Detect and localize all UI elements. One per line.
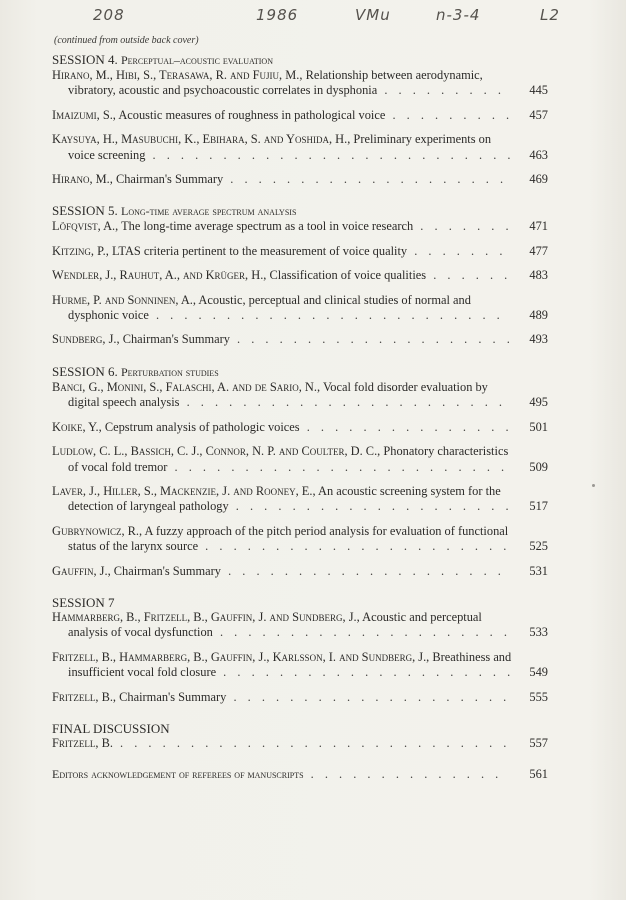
entry-authors: Löfqvist, A., — [52, 219, 119, 234]
handwritten-note-1: 208 — [93, 6, 125, 24]
section-gap — [52, 705, 548, 721]
entry-page-number: 471 — [529, 219, 548, 234]
entry-title: An acoustic screening system for the detection of laryngeal pathology — [68, 483, 501, 514]
entry-authors: Gubrynowicz, R., — [52, 523, 143, 538]
entry-page-number: 549 — [529, 665, 548, 680]
section-heading — [52, 721, 548, 736]
entry-text — [52, 244, 516, 259]
entry-gap — [52, 163, 548, 172]
handwritten-note-5: L2 — [540, 6, 560, 24]
toc-entry — [52, 108, 548, 123]
entry-text — [52, 219, 516, 234]
leader-dots: . . . . . . . . . . . . . . . — [299, 419, 513, 434]
section-heading — [52, 364, 548, 380]
entry-page-number: 531 — [529, 563, 548, 578]
entry-authors: Hurme, P. and Sonninen, A., — [52, 292, 196, 307]
entry-title: Vocal fold disorder evaluation by digital speech analysis — [68, 379, 488, 410]
leader-dots: . . . . . . . . . — [377, 83, 505, 98]
entry-gap — [52, 99, 548, 108]
entry-text — [52, 132, 516, 163]
entry-authors: Imaizumi, S., — [52, 107, 116, 122]
leader-dots: . . . . . . . . . . . . . . . . . . . . . . . . — [167, 459, 509, 474]
entry-gap — [52, 681, 548, 690]
leader-dots: . . . . . . . . . . . . . . . . . . . . — [223, 172, 508, 187]
entry-text — [52, 108, 516, 123]
entry-text — [52, 610, 516, 641]
section-title: SESSION 4. — [52, 52, 118, 67]
entry-title: The long-time average spectrum as a tool in voice research — [121, 219, 414, 234]
section-title: SESSION 7 — [52, 594, 115, 610]
entry-text — [52, 524, 516, 555]
section-heading — [52, 595, 548, 610]
entry-page-number: 477 — [529, 243, 548, 258]
entry-gap — [52, 475, 548, 484]
entry-title: Acoustic, perceptual and clinical studies of normal and dysphonic voice — [68, 292, 471, 323]
entry-authors: Gauffin, J., — [52, 563, 111, 578]
entry-title: Cepstrum analysis of pathologic voices — [104, 419, 300, 434]
entry-authors: Wendler, J., Rauhut, A., and Krüger, H., — [52, 268, 267, 283]
entry-title: Phonatory characteristics of vocal fold tremor — [68, 444, 509, 474]
toc-entry — [52, 420, 548, 435]
entry-page-number: 561 — [529, 767, 548, 782]
entry-title: Relationship between aerodynamic, vibratory, acoustic and psychoacoustic correlates in dysphonia — [68, 68, 483, 98]
entry-text — [52, 444, 516, 475]
entry-gap — [52, 411, 548, 420]
continued-note: (continued from outside back cover) — [54, 35, 199, 46]
leader-dots: . . . . . . . . . . . . . . — [303, 767, 503, 782]
entry-authors: Fritzell, B., Hammarberg, B., Gauffin, J., Karlsson, I. and Sundberg, J., — [52, 649, 430, 664]
table-of-contents — [52, 52, 548, 783]
leader-dots: . . . . . . . . . . . . . . . . . . . . — [228, 499, 513, 514]
entry-title: Chairman's Summary — [122, 332, 230, 347]
entry-gap — [52, 235, 548, 244]
leader-dots: . . . . . . . . . . . . . . . . . . . . — [220, 563, 505, 578]
entry-gap — [52, 515, 548, 524]
entry-text — [52, 420, 516, 435]
entry-page-number: 525 — [529, 539, 548, 554]
section-gap — [52, 187, 548, 203]
entry-title: LTAS criteria pertinent to the measurement of voice quality — [111, 243, 408, 258]
entry-text — [52, 564, 516, 579]
handwritten-note-3: VMu — [355, 6, 391, 24]
toc-entry — [52, 132, 548, 163]
entry-title: Preliminary experiments on voice screening — [68, 132, 492, 162]
entry-title: Chairman's Summary — [113, 563, 221, 578]
leader-dots: . . . . . . . — [407, 243, 507, 258]
entry-gap — [52, 641, 548, 650]
toc-entry — [52, 268, 548, 283]
entry-authors: Fritzell, B., — [52, 689, 117, 704]
entry-page-number: 557 — [529, 735, 548, 750]
acknowledgement-text: Editors acknowledgement of referees of manuscripts — [52, 767, 304, 782]
entry-page-number: 463 — [529, 147, 548, 162]
toc-entry — [52, 332, 548, 347]
entry-page-number: 483 — [529, 268, 548, 283]
section-title: SESSION 6. — [52, 363, 118, 379]
entry-text — [52, 736, 516, 751]
entry-title: Breathiness and insufficient vocal fold closure — [68, 649, 512, 680]
section-subtitle: Perceptual–acoustic evaluation — [121, 53, 273, 67]
entry-page-number: 469 — [529, 172, 548, 187]
leader-dots: . . . . . . . . . . . . . . . . . . . . . . . . . . — [145, 147, 515, 162]
acknowledgement-entry — [52, 767, 548, 782]
entry-page-number: 457 — [529, 107, 548, 122]
entry-authors: Koike, Y., — [52, 419, 102, 434]
entry-page-number: 533 — [529, 625, 548, 640]
handwritten-note-2: 1986 — [256, 6, 299, 24]
leader-dots: . . . . . . . . . — [385, 107, 514, 122]
toc-entry — [52, 564, 548, 579]
entry-text — [52, 332, 516, 347]
leader-dots: . . . . . . . . . . . . . . . . . . . . . . — [198, 539, 511, 554]
entry-gap — [52, 123, 548, 132]
entry-authors: Ludlow, C. L., Bassich, C. J., Connor, N. P. and Coulter, D. C., — [52, 444, 381, 459]
leader-dots: . . . . . . . . . . . . . . . . . . . . — [229, 332, 514, 347]
section-gap — [52, 579, 548, 595]
section-subtitle: Long-time average spectrum analysis — [121, 204, 297, 219]
section-heading — [52, 52, 548, 68]
entry-page-number: 489 — [529, 308, 548, 323]
entry-authors: Hammarberg, B., Fritzell, B., Gauffin, J. and Sundberg, J., — [52, 609, 360, 624]
entry-title: Classification of voice qualities — [269, 268, 427, 283]
entry-authors: Kitzing, P., — [52, 243, 109, 258]
toc-entry — [52, 380, 548, 411]
leader-dots: . . . . . . . . . . . . . . . . . . . . — [226, 689, 511, 704]
leader-dots: . . . . . . — [426, 268, 512, 283]
entry-gap — [52, 259, 548, 268]
entry-text — [52, 293, 516, 324]
entry-title: Chairman's Summary — [115, 172, 224, 187]
entry-authors: Fritzell, B. — [52, 735, 113, 750]
leader-dots: . . . . . . . — [413, 219, 513, 234]
entry-authors: Laver, J., Hiller, S., Mackenzie, J. and Rooney, E., — [52, 483, 316, 498]
toc-entry — [52, 524, 548, 555]
toc-entry — [52, 68, 548, 99]
entry-authors: Banci, G., Monini, S., Falaschi, A. and de Sario, N., — [52, 379, 321, 394]
toc-entry — [52, 610, 548, 641]
paper-speck — [592, 484, 595, 487]
entry-page-number: 501 — [529, 419, 548, 434]
entry-text — [52, 690, 516, 705]
entry-text — [52, 650, 516, 681]
entry-gap — [52, 323, 548, 332]
entry-title: Chairman's Summary — [119, 689, 227, 704]
section-title: SESSION 5. — [52, 203, 118, 219]
toc-entry — [52, 293, 548, 324]
toc-entry — [52, 219, 548, 234]
entry-gap — [52, 435, 548, 444]
leader-dots: . . . . . . . . . . . . . . . . . . . . . — [216, 665, 515, 680]
section-heading — [52, 203, 548, 219]
leader-dots: . . . . . . . . . . . . . . . . . . . . . . . — [179, 395, 506, 410]
entry-text — [52, 484, 516, 515]
leader-dots: . . . . . . . . . . . . . . . . . . . . . — [212, 625, 511, 640]
entry-page-number: 495 — [529, 395, 548, 410]
entry-title: Acoustic and perceptual analysis of vocal dysfunction — [68, 609, 482, 640]
entry-page-number: 493 — [529, 332, 548, 347]
entry-page-number: 517 — [529, 499, 548, 514]
toc-entry — [52, 244, 548, 259]
entry-gap — [52, 284, 548, 293]
entry-text — [52, 172, 516, 187]
entry-page-number: 555 — [529, 689, 548, 704]
toc-entry — [52, 484, 548, 515]
entry-page-number: 509 — [529, 459, 548, 474]
entry-authors: Kaysuya, H., Masubuchi, K., Ebihara, S. and Yoshida, H., — [52, 132, 351, 147]
entry-text — [52, 380, 516, 411]
leader-dots: . . . . . . . . . . . . . . . . . . . . . . . . . . . . — [112, 735, 511, 750]
toc-entry — [52, 736, 548, 751]
entry-page-number: 445 — [529, 83, 548, 98]
entry-title: A fuzzy approach of the pitch period analysis for evaluation of functional status of the larynx source — [68, 523, 509, 554]
entry-text — [52, 767, 516, 782]
entry-gap — [52, 555, 548, 564]
section-gap — [52, 751, 548, 767]
entry-title: Acoustic measures of roughness in pathological voice — [118, 107, 386, 122]
entry-authors: Hirano, M., Hibi, S., Terasawa, R. and Fujiu, M., — [52, 68, 303, 82]
section-title: FINAL DISCUSSION — [52, 720, 170, 736]
toc-entry — [52, 172, 548, 187]
leader-dots: . . . . . . . . . . . . . . . . . . . . . . . . . — [148, 308, 504, 323]
toc-entry — [52, 650, 548, 681]
entry-text — [52, 68, 516, 99]
section-subtitle: Perturbation studies — [121, 364, 219, 379]
section-gap — [52, 348, 548, 364]
entry-authors: Sundberg, J., — [52, 332, 120, 347]
toc-entry — [52, 690, 548, 705]
toc-entry — [52, 444, 548, 475]
handwritten-note-4: n-3-4 — [436, 6, 481, 24]
entry-text — [52, 268, 516, 283]
entry-authors: Hirano, M., — [52, 172, 113, 187]
